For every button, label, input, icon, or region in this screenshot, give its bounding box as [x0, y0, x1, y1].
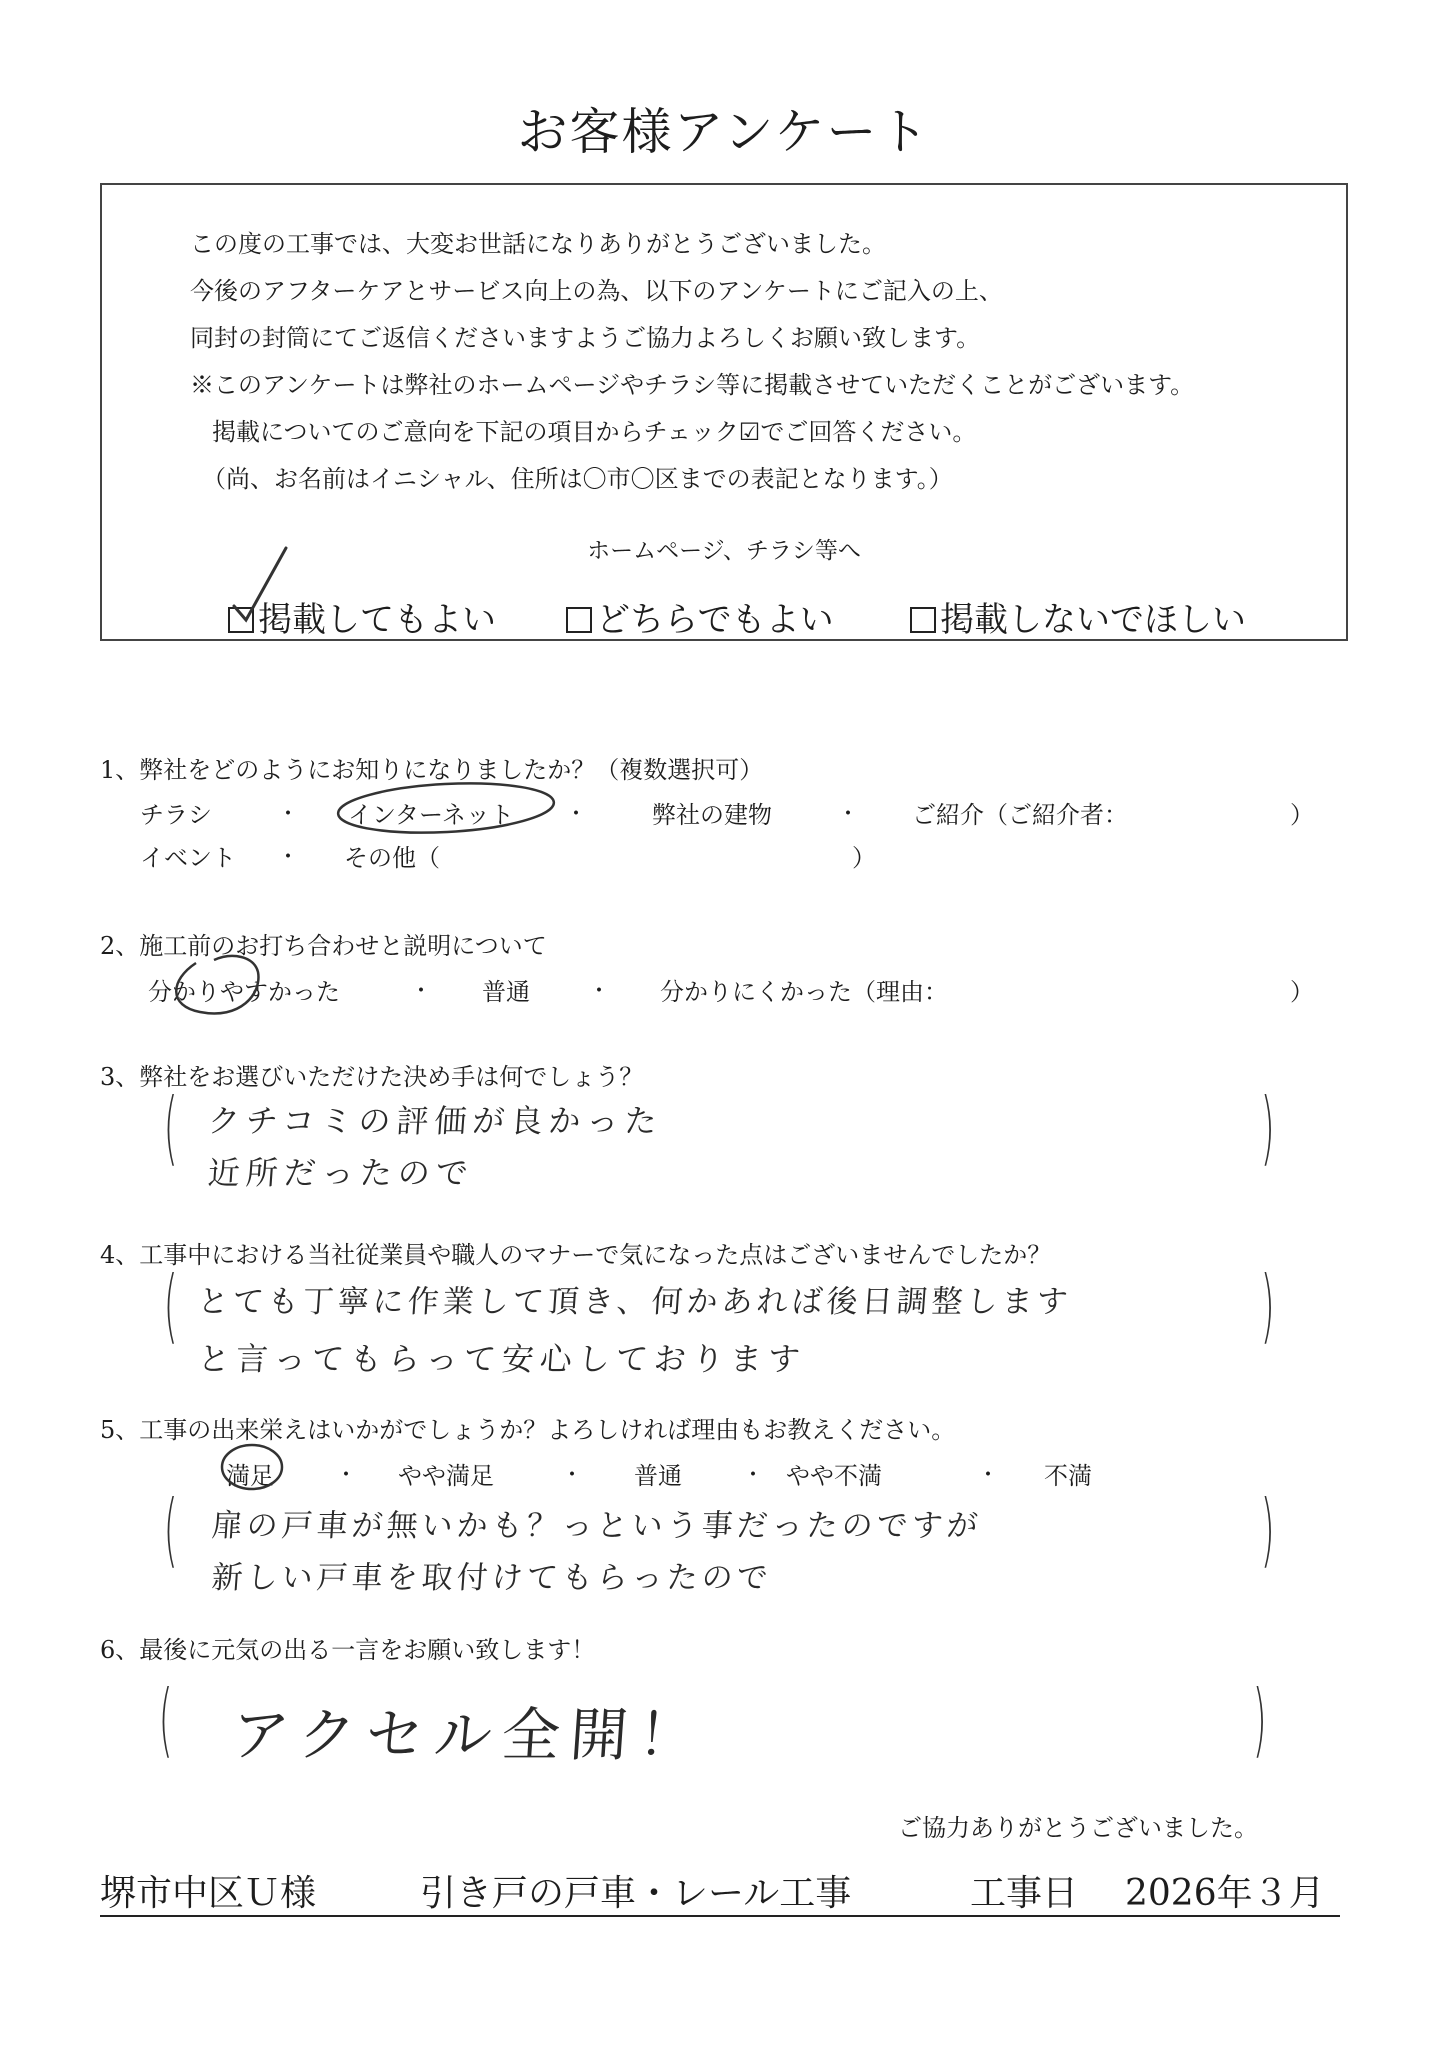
publish-option-label: どちらでもよい	[596, 600, 834, 640]
separator: ・	[565, 802, 588, 827]
question-4: 4、工事中における当社従業員や職人のマナーで気になった点はございませんでしたか？	[100, 1241, 1052, 1269]
intro-line: 掲載についてのご意向を下記の項目からチェック☑でご回答ください。	[212, 418, 977, 446]
q5-option[interactable]: やや満足	[398, 1462, 494, 1490]
q2-option[interactable]: 分かりにくかった（理由：	[660, 978, 948, 1006]
separator: ・	[561, 1463, 584, 1488]
q3-answer-line: クチコミの評価が良かった	[206, 1102, 664, 1140]
bracket-open: (	[163, 1081, 178, 1174]
bracket-close: )	[1252, 1673, 1267, 1766]
q4-answer-line: と言ってもらって安心しております	[196, 1340, 808, 1378]
customer-location: 堺市中区Ｕ様	[100, 1873, 317, 1914]
separator: ・	[277, 802, 300, 827]
q1-option[interactable]: ご紹介（ご紹介者：	[912, 801, 1128, 829]
bracket-close: )	[1260, 1259, 1275, 1352]
answer-circle-icon	[222, 1445, 282, 1489]
intro-line: 同封の封筒にてご返信くださいますようご協力よろしくお願い致します。	[190, 324, 981, 352]
separator: ・	[977, 1463, 1000, 1488]
publish-option-label: 掲載しないでほしい	[940, 600, 1246, 640]
q5-option[interactable]: 普通	[634, 1462, 682, 1490]
separator: ・	[410, 979, 433, 1004]
publish-option-label: 掲載してもよい	[258, 600, 496, 640]
check-mark-icon	[234, 548, 286, 620]
q1-option[interactable]: 弊社の建物	[652, 801, 772, 829]
separator: ・	[837, 802, 860, 827]
q3-answer-line: 近所だったので	[206, 1154, 476, 1192]
q4-answer-line: とても丁寧に作業して頂き、何かあれば後日調整します	[196, 1284, 1073, 1320]
question-5: 5、工事の出来栄えはいかがでしょうか？よろしければ理由もお教えください。	[100, 1416, 956, 1444]
bracket-open: (	[163, 1259, 178, 1352]
q5-answer-line: 新しい戸車を取付けてもらったので	[210, 1560, 774, 1596]
bracket-open: (	[163, 1483, 178, 1576]
work-date-value: 2026年３月	[1125, 1873, 1325, 1914]
page-title: お客様アンケート	[517, 103, 931, 161]
intro-line: この度の工事では、大変お世話になりありがとうございました。	[190, 230, 886, 258]
separator: ・	[335, 1463, 358, 1488]
q5-option[interactable]: 不満	[1044, 1462, 1092, 1490]
bracket-close: )	[1260, 1081, 1275, 1174]
q5-option-circled[interactable]: 満足	[226, 1462, 274, 1490]
q1-option-circled[interactable]: インターネット	[348, 801, 514, 829]
close-paren: ）	[1290, 978, 1314, 1006]
q1-option[interactable]: イベント	[140, 844, 236, 872]
answer-circle-icon	[337, 778, 555, 837]
intro-line: ※このアンケートは弊社のホームページやチラシ等に掲載させていただくことがございます。	[190, 371, 1195, 399]
separator: ・	[588, 979, 611, 1004]
q1-option[interactable]: チラシ	[140, 801, 212, 829]
intro-line: （尚、お名前はイニシャル、住所は〇市〇区までの表記となります。）	[202, 465, 953, 493]
q2-option[interactable]: 普通	[482, 978, 530, 1006]
close-paren: ）	[1290, 801, 1314, 829]
closing-thanks: ご協力ありがとうございました。	[898, 1814, 1258, 1842]
question-3: 3、弊社をお選びいただけた決め手は何でしょう？	[100, 1063, 644, 1091]
answer-circle-icon	[176, 956, 258, 1013]
bracket-open: (	[158, 1673, 173, 1766]
question-6: 6、最後に元気の出る一言をお願い致します！	[100, 1636, 596, 1664]
separator: ・	[742, 1463, 765, 1488]
intro-line: 今後のアフターケアとサービス向上の為、以下のアンケートにご記入の上、	[190, 277, 1003, 305]
work-date-label: 工事日	[970, 1873, 1079, 1914]
separator: ・	[277, 845, 300, 870]
q6-answer: アクセル全開！	[229, 1701, 709, 1769]
q2-option-circled[interactable]: 分かりやすかった	[148, 978, 340, 1006]
q1-option[interactable]: その他（	[344, 844, 440, 872]
question-2: 2、施工前のお打ち合わせと説明について	[100, 932, 547, 960]
work-title: 引き戸の戸車・レール工事	[420, 1873, 852, 1914]
publish-heading: ホームページ、チラシ等へ	[587, 538, 861, 564]
q5-answer-line: 扉の戸車が無いかも？っという事だったのですが	[210, 1508, 984, 1544]
bracket-close: )	[1260, 1483, 1275, 1576]
close-paren: ）	[852, 844, 876, 872]
q5-option[interactable]: やや不満	[786, 1462, 882, 1490]
question-1: 1、弊社をどのようにお知りになりましたか？（複数選択可）	[100, 756, 764, 784]
